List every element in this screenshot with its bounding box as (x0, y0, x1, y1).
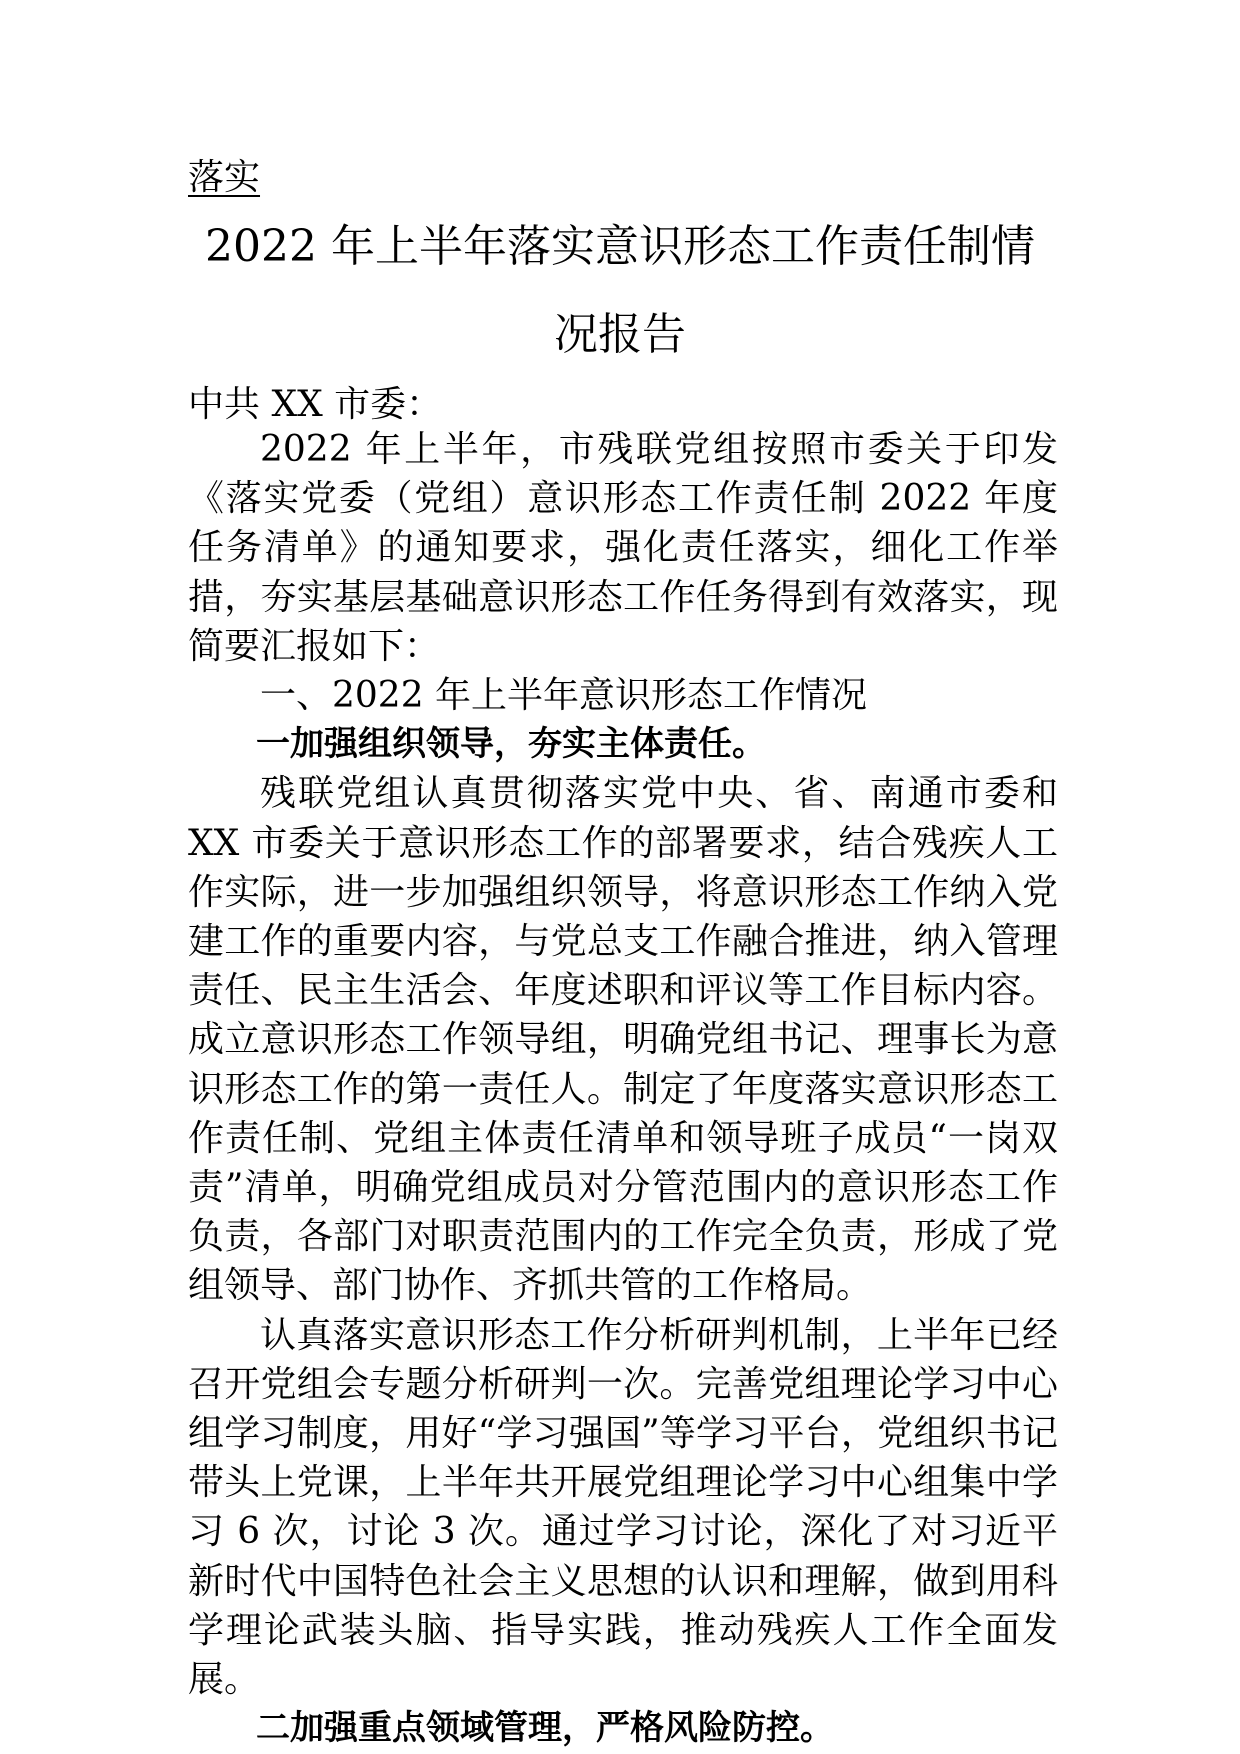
paragraph-study: 认真落实意识形态工作分析研判机制，上半年已经召开党组会专题分析研判一次。完善党组理论学习中心组学习制度，用好“学习强国”等学习平台，党组织书记带头上党课，上半年共开展党组理论学习中心组集中学习 6 次，讨论 3 次。通过学习讨论，深化了对习近平新时代中国特色社会主义思想的认识和理解，做到用科学理论武装头脑、指导实践，推动残疾人工作全面发展。 (188, 1314, 1058, 1701)
subsection-heading-2: 二加强重点领域管理，严格风险防控。 (256, 1708, 834, 1749)
paragraph-organization: 残联党组认真贯彻落实党中央、省、南通市委和 XX 市委关于意识形态工作的部署要求，结合残疾人工作实际，进一步加强组织领导，将意识形态工作纳入党建工作的重要内容，与党总支工作融合推进，纳入管理责任、民主生活会、年度述职和评议等工作目标内容。成立意识形态工作领导组，明确党组书记、理事长为意识形态工作的第一责任人。制定了年度落实意识形态工作责任制、党组主体责任清单和领导班子成员“一岗双责”清单，明确党组成员对分管范围内的意识形态工作负责，各部门对职责范围内的工作完全负责，形成了党组领导、部门协作、齐抓共管的工作格局。 (188, 773, 1058, 1307)
document-tag: 落实 (188, 157, 261, 198)
paragraph-intro: 2022 年上半年，市残联党组按照市委关于印发《落实党委（党组）意识形态工作责任制 2022 年度任务清单》的通知要求，强化责任落实，细化工作举措，夯实基层基础意识形态工作任务得到有效落实，现简要汇报如下： (188, 429, 1058, 667)
document-title-line-1: 2022 年上半年落实意识形态工作责任制情 (205, 221, 1035, 272)
salutation: 中共 XX 市委： (188, 384, 443, 425)
document-body (188, 425, 1058, 1753)
subsection-heading-1: 一加强组织领导，夯实主体责任。 (256, 724, 766, 765)
document-title-line-2: 况报告 (554, 309, 686, 360)
section-heading: 一、2022 年上半年意识形态工作情况 (260, 675, 868, 717)
